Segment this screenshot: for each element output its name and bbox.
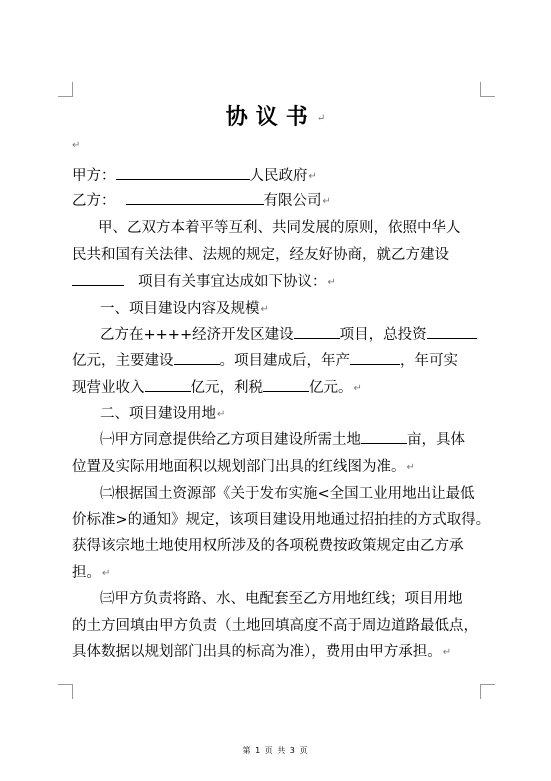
paragraph-mark-icon: ↵ — [308, 170, 317, 182]
section-2-item-2-line-4: 担。↵ — [72, 565, 111, 581]
intro-line-1: 甲、乙双方本着平等互利、共同发展的原则，依照中华人 — [98, 220, 461, 236]
section-2-item-3-line-3: 具体数据以规划部门出具的标高为准），费用由甲方承担。↵ — [72, 644, 452, 660]
party-a-line: 甲方： 人民政府↵ — [72, 168, 317, 184]
page-footer: 第 1 页 共 3 页 — [242, 746, 309, 755]
document-title: 协议书↵ — [225, 104, 326, 130]
paragraph-mark-icon: ↵ — [102, 567, 111, 579]
empty-paragraph-mark-icon: ↵ — [72, 140, 81, 151]
section-1-line-3: 现营业收入 亿元，利税 亿元。↵ — [72, 380, 362, 396]
section-2-item-2-line-1: ㈡根据国土资源部《关于发布实施<全国工业用地出让最低 — [100, 486, 475, 502]
intro-line-2: 民共和国有关法律、法规的规定，经友好协商，就乙方建设 — [72, 247, 449, 263]
section-1-line-2: 亿元，主要建设 。项目建成后，年产 ，年可实 — [72, 353, 458, 369]
section-2-item-3-line-2: 的土方回填由甲方负责（土地回填高度不高于周边道路最低点， — [72, 618, 478, 634]
section-1-line-1: 乙方在++++经济开发区建设 项目，总投资 — [100, 323, 477, 344]
paragraph-mark-icon: ↵ — [217, 408, 226, 420]
paragraph-mark-icon: ↵ — [327, 276, 336, 288]
paragraph-mark-icon: ↵ — [316, 112, 326, 124]
section-2-heading: 二、项目建设用地↵ — [100, 406, 226, 422]
section-2-item-1-line-1: ㈠甲方同意提供给乙方项目建设所需土地 亩，具体 — [100, 432, 465, 448]
party-b-line: 乙方： 有限公司↵ — [72, 193, 331, 209]
paragraph-mark-icon: ↵ — [442, 646, 452, 658]
crop-mark-top-left — [58, 82, 73, 97]
section-2-item-2-line-3: 获得该宗地土地使用权所涉及的各项税费按政策规定由乙方承 — [72, 538, 464, 554]
intro-line-3: 项目有关事宜达成如下协议：↵ — [72, 270, 336, 291]
paragraph-mark-icon: ↵ — [322, 195, 331, 207]
paragraph-mark-icon: ↵ — [353, 382, 362, 394]
section-2-item-1-line-2: 位置及实际用地面积以规划部门出具的红线图为准。↵ — [72, 459, 415, 475]
section-1-heading: 一、项目建设内容及规模↵ — [100, 301, 269, 317]
section-2-item-2-line-2: 价标准>的通知》规定，该项目建设用地通过招拍挂的方式取得。 — [72, 512, 491, 528]
crop-mark-bottom-left — [58, 684, 73, 699]
paragraph-mark-icon: ↵ — [406, 461, 415, 473]
crop-mark-bottom-right — [480, 684, 495, 699]
section-2-item-3-line-1: ㈢甲方负责将路、水、电配套至乙方用地红线；项目用地 — [100, 591, 463, 607]
paragraph-mark-icon: ↵ — [260, 303, 269, 315]
crop-mark-top-right — [480, 82, 495, 97]
